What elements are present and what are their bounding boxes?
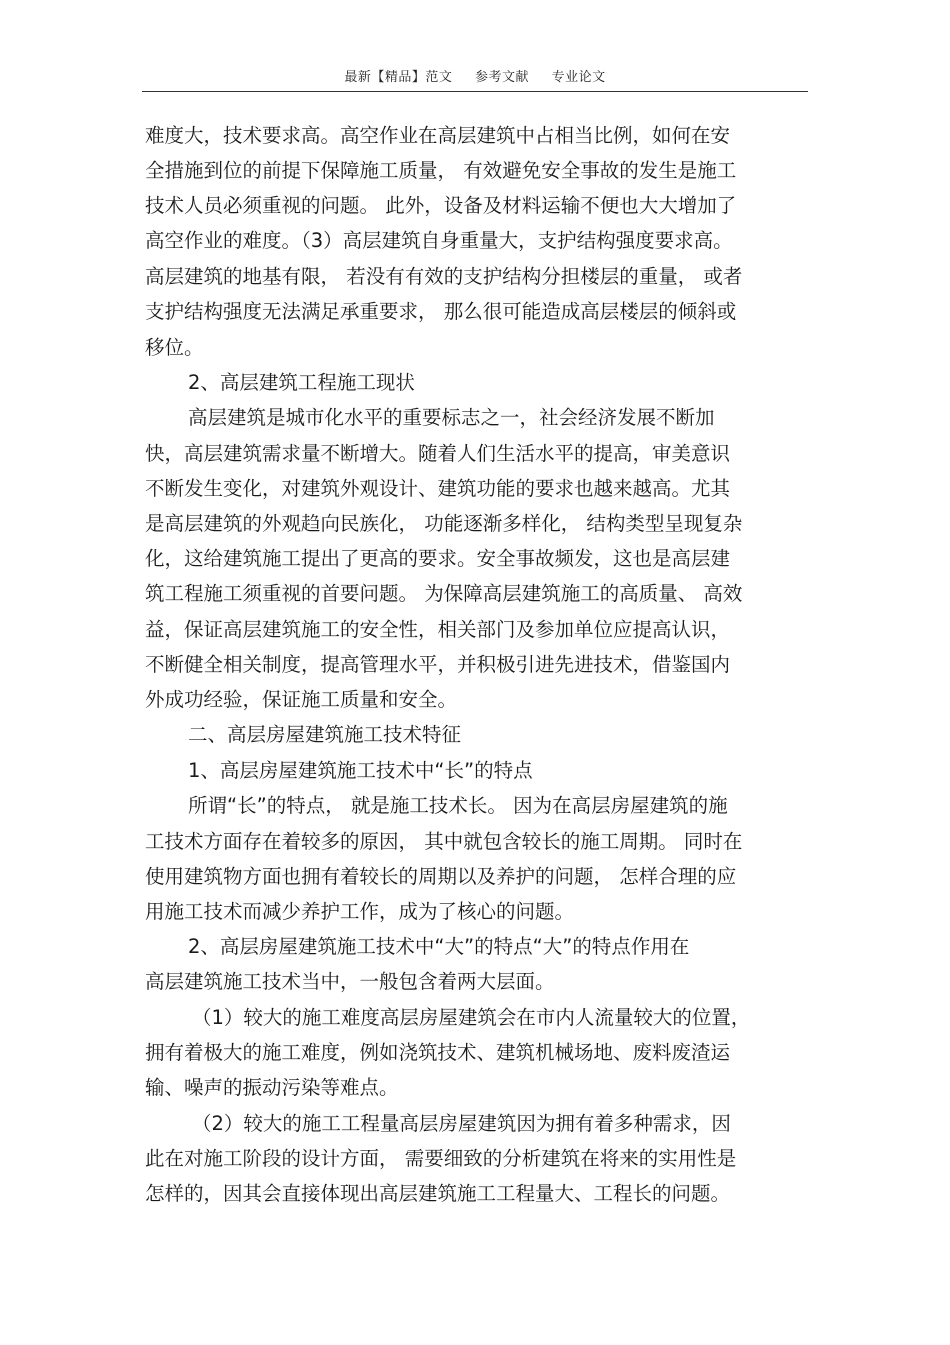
text-line: 输、噪声的振动污染等难点。	[145, 1076, 399, 1099]
subsection-heading: 1、高层房屋建筑施工技术中“长”的特点	[188, 759, 533, 782]
page-header	[142, 66, 808, 85]
header-item-references: 参考文献	[474, 70, 529, 85]
text-line: 工技术方面存在着较多的原因， 其中就包含较长的施工周期。 同时在	[145, 830, 743, 853]
text-line: 高层建筑施工技术当中，一般包含着两大层面。	[145, 970, 555, 993]
text-line: 支护结构强度无法满足承重要求， 那么很可能造成高层楼层的倾斜或	[145, 300, 737, 323]
text-line: 不断健全相关制度，提高管理水平，并积极引进先进技术，借鉴国内	[145, 653, 731, 676]
header-item-fanwen: 最新【精品】范文	[344, 70, 453, 85]
text-line: 高空作业的难度。（3）高层建筑自身重量大，支护结构强度要求高。	[145, 229, 733, 252]
text-line: 高层建筑的地基有限， 若没有有效的支护结构分担楼层的重量， 或者	[145, 265, 743, 288]
text-line: 此在对施工阶段的设计方面， 需要细致的分析建筑在将来的实用性是	[145, 1147, 737, 1170]
text-line: 快，高层建筑需求量不断增大。随着人们生活水平的提高，审美意识	[145, 442, 731, 465]
text-line: 是高层建筑的外观趋向民族化， 功能逐渐多样化， 结构类型呈现复杂	[145, 512, 743, 535]
text-line: 化，这给建筑施工提出了更高的要求。安全事故频发，这也是高层建	[145, 547, 731, 570]
section-heading: 2、高层建筑工程施工现状	[188, 371, 415, 394]
text-line: 怎样的，因其会直接体现出高层建筑施工工程量大、工程长的问题。	[145, 1182, 731, 1205]
text-line: 使用建筑物方面也拥有着较长的周期以及养护的问题， 怎样合理的应	[145, 865, 737, 888]
header-item-papers: 专业论文	[551, 70, 606, 85]
text-line: 益，保证高层建筑施工的安全性，相关部门及参加单位应提高认识，	[145, 618, 731, 641]
text-line: 筑工程施工须重视的首要问题。 为保障高层建筑施工的高质量、 高效	[145, 582, 743, 605]
text-line: 不断发生变化，对建筑外观设计、建筑功能的要求也越来越高。尤其	[145, 477, 731, 500]
text-line: 难度大，技术要求高。高空作业在高层建筑中占相当比例，如何在安	[145, 124, 731, 147]
text-line: （1）较大的施工难度高层房屋建筑会在市内人流量较大的位置，	[192, 1006, 751, 1029]
text-line: 移位。	[145, 336, 204, 359]
text-line: 技术人员必须重视的问题。 此外，设备及材料运输不便也大大增加了	[145, 194, 737, 217]
subsection-heading: 2、高层房屋建筑施工技术中“大”的特点“大”的特点作用在	[188, 935, 690, 958]
text-line: 所谓“长”的特点， 就是施工技术长。 因为在高层房屋建筑的施	[188, 794, 728, 817]
text-line: 全措施到位的前提下保障施工质量， 有效避免安全事故的发生是施工	[145, 159, 737, 182]
text-line: 高层建筑是城市化水平的重要标志之一，社会经济发展不断加	[188, 406, 715, 429]
text-line: 外成功经验，保证施工质量和安全。	[145, 688, 458, 711]
text-line: （2）较大的施工工程量高层房屋建筑因为拥有着多种需求，因	[192, 1112, 731, 1135]
text-line: 拥有着极大的施工难度，例如浇筑技术、建筑机械场地、废料废渣运	[145, 1041, 731, 1064]
text-line: 用施工技术而减少养护工作，成为了核心的问题。	[145, 900, 575, 923]
section-heading: 二、高层房屋建筑施工技术特征	[188, 723, 462, 746]
header-divider	[142, 91, 808, 92]
